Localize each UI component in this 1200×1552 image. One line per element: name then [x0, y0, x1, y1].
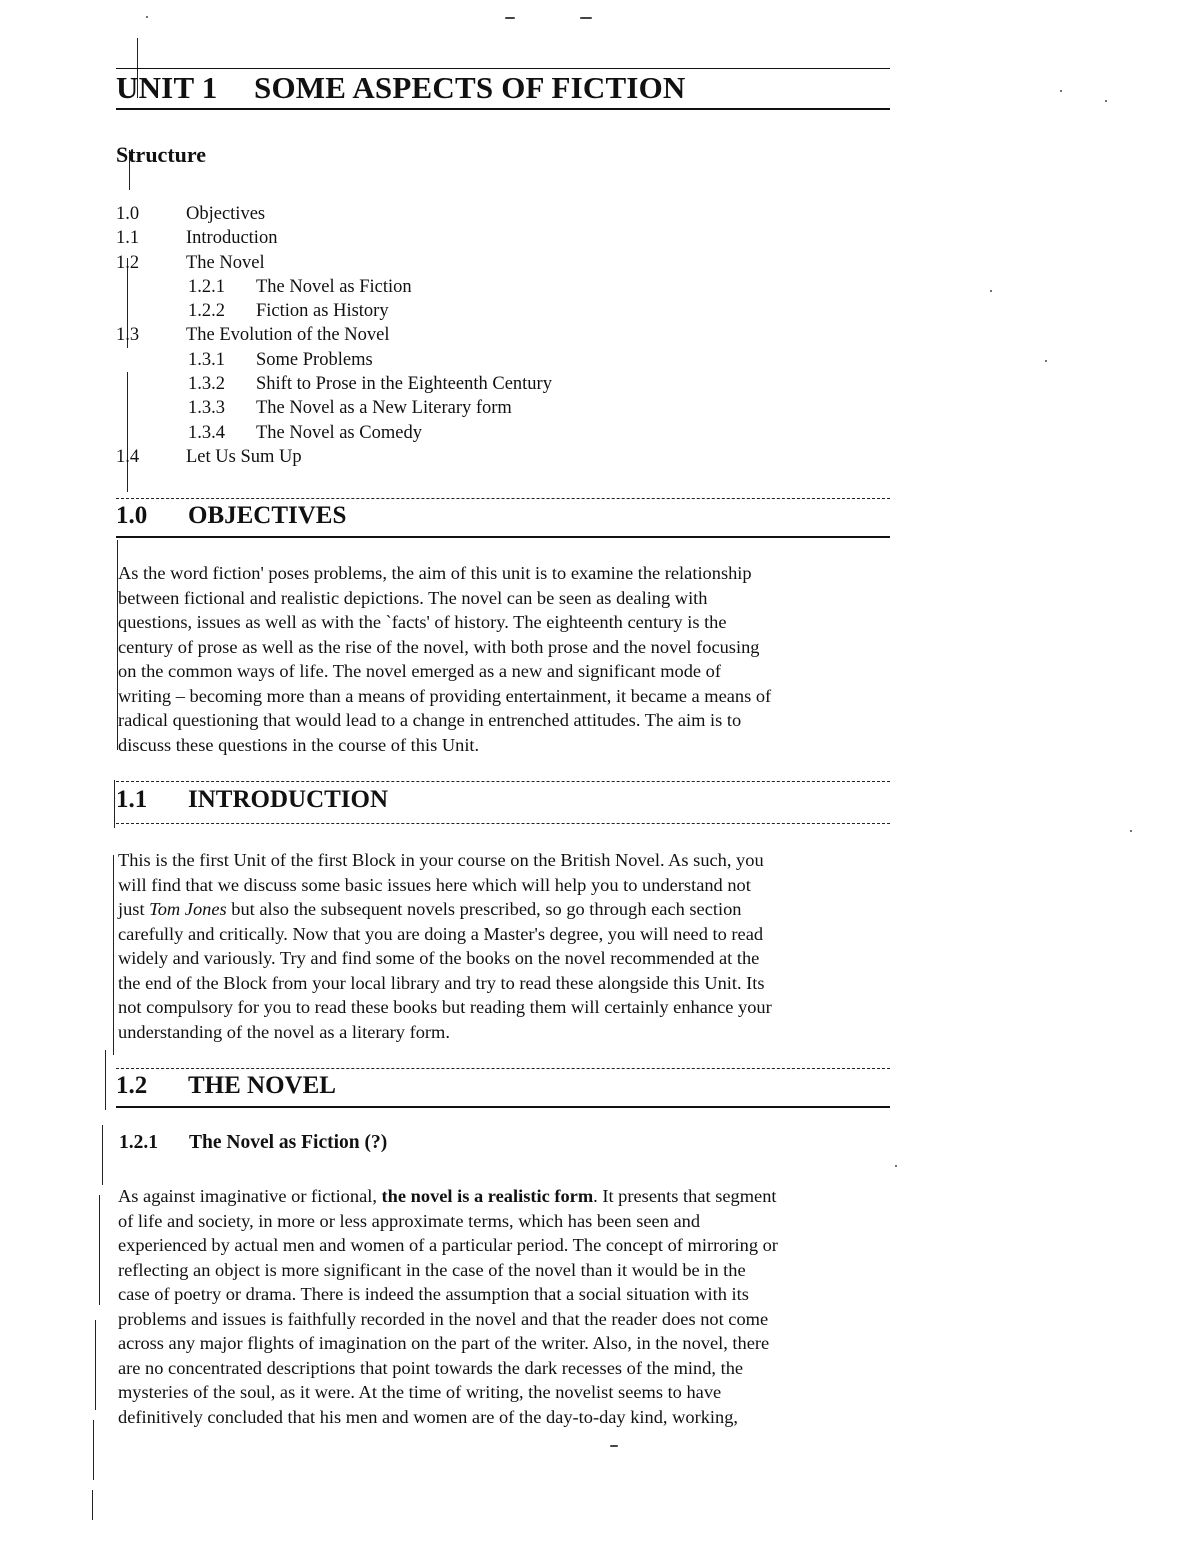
scan-margin-line	[113, 855, 114, 1055]
text-line: experienced by actual men and women of a particular period. The concept of mirroring or	[118, 1235, 778, 1255]
subsection-number: 1.2.1	[119, 1132, 158, 1153]
text-line: questions, issues as well as with the `facts' of history. The eighteenth century is the	[118, 612, 727, 632]
title-bottom-rule	[116, 108, 890, 110]
text-line: discuss these questions in the course of this Unit.	[118, 734, 480, 755]
subsection-heading	[119, 1132, 387, 1154]
section-number: 1.0	[116, 502, 148, 529]
section-number: 1.2	[116, 1072, 148, 1099]
scan-speck	[1060, 90, 1062, 92]
unit-number: UNIT 1	[116, 70, 218, 105]
scan-margin-line	[93, 1420, 94, 1480]
text-line: not compulsory for you to read these books but reading them will certainly enhance your	[118, 997, 772, 1017]
text-line: century of prose as well as the rise of the novel, with both prose and the novel focusing	[118, 636, 760, 657]
text-line: understanding of the novel as a literary form.	[118, 1021, 450, 1042]
toc-label: Some Problems	[256, 349, 373, 370]
unit-title-text: SOME ASPECTS OF FICTION	[254, 70, 686, 105]
text-line: definitively concluded that his men and women are of the day-to-day kind, working,	[118, 1406, 739, 1427]
toc-label: Objectives	[186, 204, 266, 224]
section-top-rule	[116, 1068, 890, 1069]
toc-label: Shift to Prose in the Eighteenth Century	[256, 374, 552, 395]
text-line: on the common ways of life. The novel emerged as a new and significant mode of	[118, 661, 721, 681]
scan-speck	[146, 16, 148, 18]
toc-number: 1.2.2	[188, 301, 225, 322]
text-line	[118, 1184, 893, 1209]
scan-speck	[1130, 830, 1132, 832]
toc-label: The Novel as Comedy	[256, 422, 422, 443]
toc-number: 1.4	[116, 446, 140, 467]
scan-speck	[1105, 100, 1107, 102]
title-top-rule	[116, 68, 890, 69]
section-heading-objectives	[116, 502, 346, 530]
objectives-paragraph	[118, 561, 893, 757]
scan-speck	[505, 17, 515, 19]
toc-label: The Evolution of the Novel	[186, 325, 390, 346]
text-line: writing – becoming more than a means of providing entertainment, it became a means of	[118, 685, 772, 706]
toc-number: 1.3.4	[188, 422, 225, 443]
section-heading-introduction	[116, 786, 388, 814]
text-line: problems and issues is faithfully recorded in the novel and that the reader does not come	[118, 1308, 769, 1329]
text-run: but also the subsequent novels prescribed, so go through each section	[226, 899, 742, 919]
bold-phrase: the novel is a realistic form	[381, 1186, 594, 1206]
text-line: reflecting an object is more significant in the case of the novel than it would be in the	[118, 1259, 746, 1280]
toc-number: 1.3	[116, 325, 140, 346]
scan-speck	[580, 17, 592, 19]
toc-number: 1.1	[116, 228, 140, 249]
scan-speck	[610, 1445, 618, 1447]
text-run: As against imaginative or fictional,	[118, 1186, 382, 1206]
section-title: OBJECTIVES	[188, 502, 347, 529]
text-line: As the word fiction' poses problems, the aim of this unit is to examine the relationship	[118, 563, 752, 583]
section-title: INTRODUCTION	[188, 786, 389, 813]
text-line: between fictional and realistic depictions. The novel can be seen as dealing with	[118, 587, 708, 608]
toc-label: The Novel as a New Literary form	[256, 398, 512, 419]
italic-title: Tom Jones	[149, 899, 227, 919]
scan-speck	[1045, 360, 1047, 362]
text-line: mysteries of the soul, as it were. At the time of writing, the novelist seems to have	[118, 1382, 722, 1402]
scan-margin-line	[95, 1320, 96, 1410]
toc-number: 1.3.3	[188, 398, 225, 419]
toc-label: Introduction	[186, 228, 278, 249]
novel-as-fiction-paragraph	[118, 1184, 893, 1429]
toc-number: 1.2	[116, 252, 140, 273]
text-line: carefully and critically. Now that you are doing a Master's degree, you will need to read	[118, 923, 764, 944]
text-line: radical questioning that would lead to a change in entrenched attitudes. The aim is to	[118, 710, 742, 730]
section-title: THE NOVEL	[188, 1072, 336, 1099]
toc-number: 1.0	[116, 204, 140, 224]
text-line: the end of the Block from your local library and try to read these alongside this Unit. Its	[118, 972, 765, 993]
text-line: This is the first Unit of the first Block in your course on the British Novel. As such, you	[118, 850, 764, 870]
scan-margin-line	[92, 1490, 93, 1520]
text-line: across any major flights of imagination on the part of the writer. Also, in the novel, there	[118, 1333, 770, 1353]
section-bottom-rule	[116, 1106, 890, 1108]
scan-speck	[895, 1165, 897, 1167]
scan-margin-line	[114, 780, 115, 828]
text-line: case of poetry or drama. There is indeed the assumption that a social situation with its	[118, 1284, 749, 1304]
scan-margin-line	[99, 1195, 100, 1305]
text-line: of life and society, in more or less approximate terms, which has been seen and	[118, 1210, 701, 1231]
toc-number: 1.3.2	[188, 374, 225, 395]
text-line: will find that we discuss some basic issues here which will help you to understand not	[118, 874, 751, 895]
unit-title	[116, 70, 686, 106]
section-number: 1.1	[116, 786, 148, 813]
introduction-paragraph	[118, 848, 893, 1044]
section-bottom-rule	[116, 536, 890, 538]
toc-label: Fiction as History	[256, 301, 389, 322]
text-run: just	[118, 899, 150, 919]
section-top-rule	[116, 498, 890, 499]
structure-heading: Structure	[116, 142, 207, 167]
text-run: . It presents that segment	[593, 1186, 777, 1206]
scan-margin-line	[127, 372, 128, 492]
section-top-rule	[116, 781, 890, 782]
section-bottom-rule	[116, 823, 890, 824]
section-heading-the-novel	[116, 1072, 336, 1100]
text-line: are no concentrated descriptions that point towards the dark recesses of the mind, the	[118, 1357, 744, 1378]
scan-margin-line	[105, 1050, 106, 1110]
toc-label: The Novel	[186, 252, 265, 273]
text-line: widely and variously. Try and find some of the books on the novel recommended at the	[118, 948, 760, 968]
toc-label: Let Us Sum Up	[186, 446, 302, 467]
toc-label: The Novel as Fiction	[256, 276, 412, 297]
text-line	[118, 897, 893, 922]
toc-number: 1.3.1	[188, 349, 225, 370]
toc-number: 1.2.1	[188, 276, 225, 297]
subsection-title: The Novel as Fiction (?)	[189, 1132, 388, 1153]
scan-speck	[990, 290, 992, 292]
scan-margin-line	[102, 1125, 103, 1185]
